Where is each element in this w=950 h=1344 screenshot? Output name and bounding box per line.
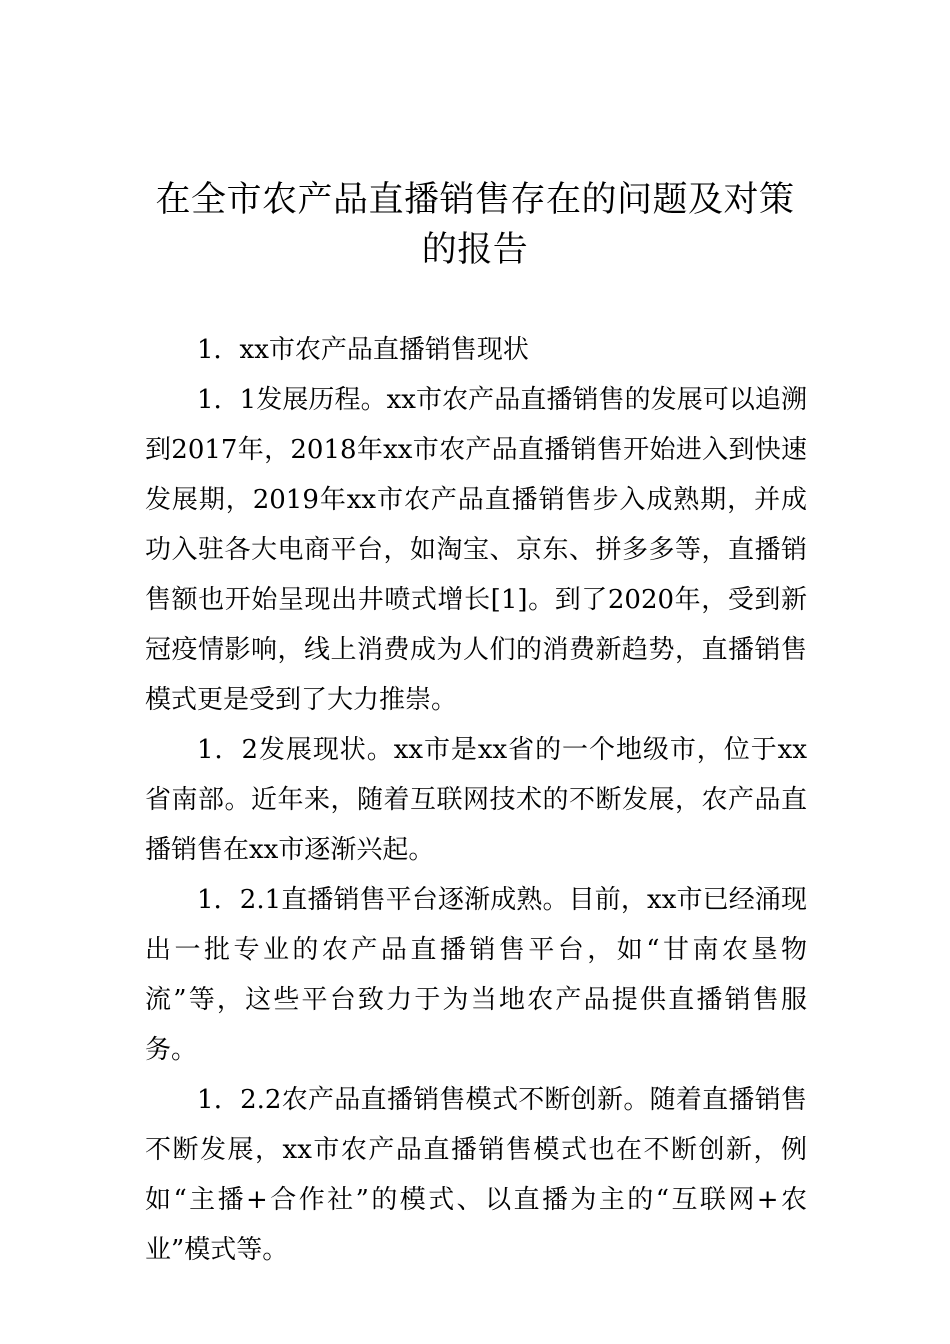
paragraph-platforms: 1．2.1直播销售平台逐渐成熟。目前，xx市已经涌现出一批专业的农产品直播销售平台，如“甘南农垦物流”等，这些平台致力于为当地农产品提供直播销售服务。 (145, 885, 807, 1065)
paragraph-current-status: 1．2发展现状。xx市是xx省的一个地级市，位于xx省南部。近年来，随着互联网技术的不断发展，农产品直播销售在xx市逐渐兴起。 (145, 735, 807, 865)
section-heading-1: 1．xx市农产品直播销售现状 (197, 335, 529, 365)
paragraph-sales-models: 1．2.2农产品直播销售模式不断创新。随着直播销售不断发展，xx市农产品直播销售模式也在不断创新，例如“主播+合作社”的模式、以直播为主的“互联网+农业”模式等。 (145, 1085, 807, 1265)
document-body (145, 325, 807, 1275)
document-title: 在全市农产品直播销售存在的问题及对策的报告 (155, 180, 795, 270)
paragraph-development-history: 1．1发展历程。xx市农产品直播销售的发展可以追溯到2017年，2018年xx市农产品直播销售开始进入到快速发展期，2019年xx市农产品直播销售步入成熟期，并成功入驻各大电商平台，如淘宝、京东、拼多多等，直播销售额也开始呈现出井喷式增长[1]。到了2020年，受到新冠疫情影响，线上消费成为人们的消费新趋势，直播销售模式更是受到了大力推崇。 (145, 385, 807, 715)
